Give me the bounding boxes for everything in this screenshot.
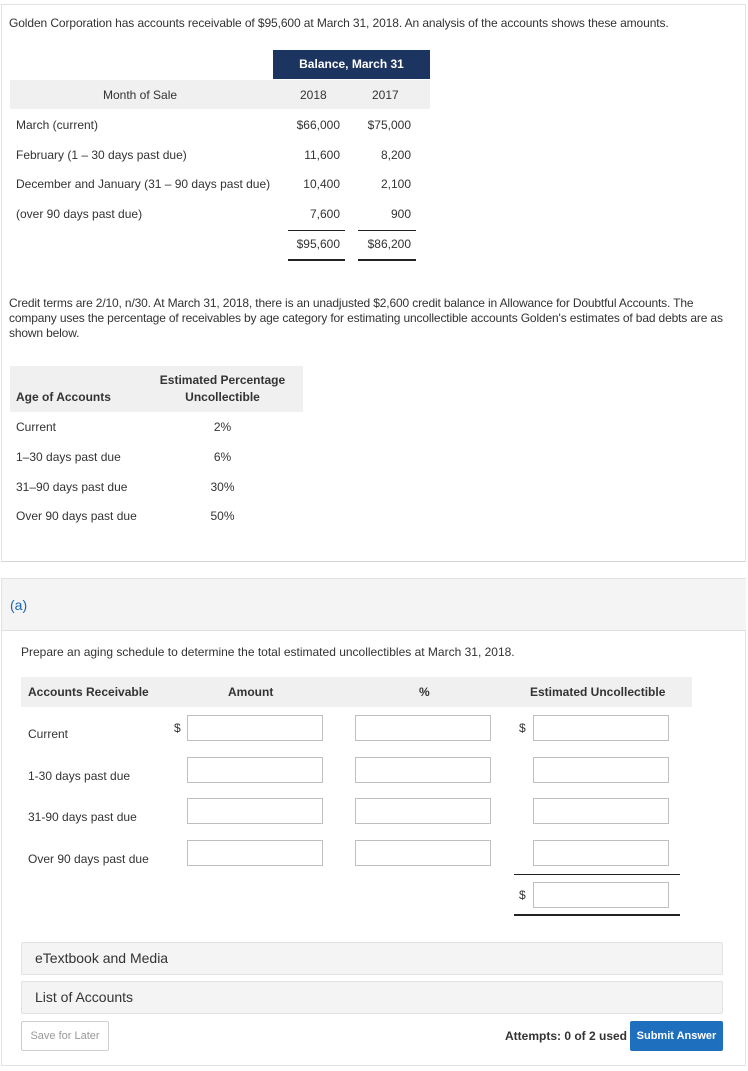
total-double-rule — [514, 914, 680, 916]
col-age-of-accounts: Age of Accounts — [16, 390, 111, 404]
col-percent: % — [419, 685, 430, 699]
estimate-input-current[interactable] — [533, 715, 669, 741]
percent-input-over-90[interactable] — [355, 840, 491, 866]
col-estimated-percentage-line1: Estimated Percentage — [159, 373, 286, 387]
balance-row-label: March (current) — [16, 118, 99, 132]
estimate-input-31-90[interactable] — [533, 798, 669, 824]
balance-row-label: February (1 – 30 days past due) — [16, 148, 187, 162]
pct-value: 2% — [213, 420, 232, 434]
list-of-accounts-link[interactable]: List of Accounts — [21, 981, 723, 1014]
amount-input-31-90[interactable] — [187, 798, 323, 824]
estimate-input-over-90[interactable] — [533, 840, 669, 866]
col-month-of-sale: Month of Sale — [103, 88, 178, 102]
balance-value-2017: 900 — [390, 207, 411, 221]
balance-value-2018: 7,600 — [309, 207, 340, 221]
pct-value: 30% — [210, 480, 235, 494]
amount-input-over-90[interactable] — [187, 840, 323, 866]
col-estimated-percentage-line2: Uncollectible — [185, 390, 260, 404]
save-for-later-button[interactable]: Save for Later — [21, 1021, 109, 1051]
amount-input-current[interactable] — [187, 715, 323, 741]
aging-row-label: 1-30 days past due — [28, 769, 131, 783]
intro-text: Golden Corporation has accounts receivable of $95,600 at March 31, 2018. An analysis of the accounts shows these amounts. — [9, 16, 669, 30]
age-label: Over 90 days past due — [16, 509, 137, 523]
amount-input-1-30[interactable] — [187, 757, 323, 783]
balance-total-2018: $95,600 — [296, 237, 340, 251]
percent-input-31-90[interactable] — [355, 798, 491, 824]
balance-column-header-row — [10, 80, 430, 109]
estimate-total-input[interactable] — [533, 882, 669, 908]
balance-row-label: (over 90 days past due) — [16, 207, 143, 221]
balance-table-header-band — [10, 50, 273, 79]
attempts-counter: Attempts: 0 of 2 used — [505, 1029, 628, 1043]
aging-row-label: Over 90 days past due — [28, 852, 149, 866]
age-label: Current — [16, 420, 57, 434]
balance-group-header: Balance, March 31 — [273, 50, 430, 79]
subtotal-rule — [514, 874, 680, 875]
subtotal-rule-2018 — [288, 230, 345, 231]
balance-value-2017: 2,100 — [380, 177, 411, 191]
age-label: 1–30 days past due — [16, 450, 121, 464]
percent-input-1-30[interactable] — [355, 757, 491, 783]
currency-symbol: $ — [174, 721, 181, 735]
balance-value-2018: 11,600 — [304, 148, 340, 162]
subtotal-rule-2017 — [358, 230, 416, 231]
balance-value-2018: 10,400 — [303, 177, 340, 191]
pct-value: 50% — [210, 509, 235, 523]
balance-value-2017: $75,000 — [367, 118, 411, 132]
col-2018: 2018 — [300, 88, 327, 102]
part-instruction: Prepare an aging schedule to determine the total estimated uncollectibles at March 31, 2018. — [21, 645, 515, 659]
currency-symbol: $ — [519, 888, 526, 902]
part-header-bar — [2, 579, 746, 631]
col-amount: Amount — [228, 685, 274, 699]
etextbook-media-link[interactable]: eTextbook and Media — [21, 942, 723, 975]
balance-row-label: December and January (31 – 90 days past due) — [16, 177, 271, 191]
credit-terms-paragraph: Credit terms are 2/10, n/30. At March 31, 2018, there is an unadjusted $2,600 credit balance in Allowance for Doubtful Accounts. The company uses the percentage of receivables by age category for estimating uncollectible accounts Golden's estimates of bad debts are as shown below. — [9, 296, 723, 340]
estimate-input-1-30[interactable] — [533, 757, 669, 783]
currency-symbol: $ — [519, 721, 526, 735]
aging-row-label: 31-90 days past due — [28, 810, 137, 824]
age-label: 31–90 days past due — [16, 480, 128, 494]
submit-answer-button[interactable]: Submit Answer — [630, 1021, 723, 1051]
col-2017: 2017 — [372, 88, 399, 102]
part-label: (a) — [10, 597, 28, 613]
pct-value: 6% — [213, 450, 232, 464]
total-double-rule-2018 — [288, 259, 345, 261]
col-estimated-uncollectible: Estimated Uncollectible — [530, 685, 666, 699]
col-estimated-percentage — [155, 372, 290, 406]
aging-row-label: Current — [28, 727, 69, 741]
balance-total-2017: $86,200 — [367, 237, 411, 251]
total-double-rule-2017 — [358, 259, 416, 261]
col-accounts-receivable: Accounts Receivable — [28, 685, 149, 699]
percent-input-current[interactable] — [355, 715, 491, 741]
balance-value-2018: $66,000 — [296, 118, 340, 132]
balance-value-2017: 8,200 — [380, 148, 411, 162]
